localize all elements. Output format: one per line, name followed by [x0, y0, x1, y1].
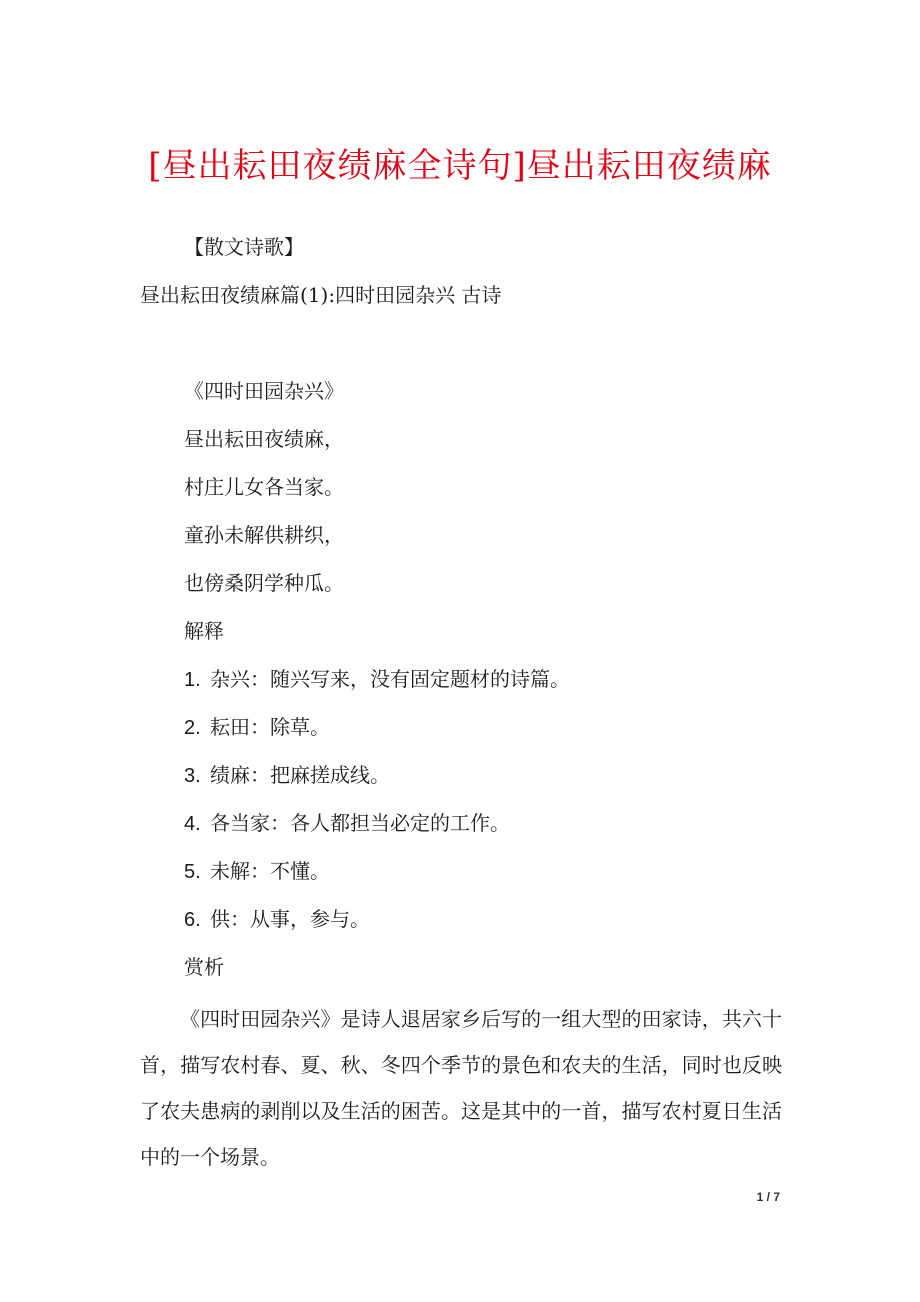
- note-item: [184, 761, 390, 790]
- note-number: 6.: [184, 909, 201, 931]
- note-text: 未解：不懂。: [210, 859, 330, 883]
- note-number: 5.: [184, 861, 201, 883]
- note-text: 各当家：各人都担当必定的工作。: [210, 811, 510, 835]
- appreciation-paragraph: 《四时田园杂兴》是诗人退居家乡后写的一组大型的田家诗，共六十首，描写农村春、夏、秋、冬四个季节的景色和农夫的生活，同时也反映了农夫患病的剥削以及生活的困苦。这是其中的一首，描写农村夏日生活中的一个场景。: [140, 1007, 782, 1169]
- note-text: 耘田：除草。: [210, 715, 330, 739]
- note-item: [184, 905, 370, 934]
- poem-line: 童孙未解供耕织，: [184, 523, 344, 547]
- poem-title: 《四时田园杂兴》: [184, 379, 344, 403]
- note-number: 2.: [184, 717, 201, 739]
- note-number: 3.: [184, 765, 201, 787]
- page-indicator: 1 / 7: [756, 1190, 780, 1204]
- poem-line: 也傍桑阴学种瓜。: [184, 571, 344, 595]
- note-item: [184, 809, 510, 838]
- appreciation-heading: 赏析: [184, 955, 224, 979]
- category-label: 【散文诗歌】: [184, 235, 304, 259]
- note-text: 杂兴：随兴写来，没有固定题材的诗篇。: [210, 667, 570, 691]
- poem-line: 村庄儿女各当家。: [184, 475, 344, 499]
- poem-line: 昼出耘田夜绩麻，: [184, 427, 344, 451]
- note-number: 1.: [184, 669, 201, 691]
- section-subtitle: 昼出耘田夜绩麻篇(1):四时田园杂兴 古诗: [140, 283, 502, 307]
- document-title: [昼出耘田夜绩麻全诗句]昼出耘田夜绩麻: [148, 146, 772, 186]
- note-number: 4.: [184, 813, 201, 835]
- note-text: 绩麻：把麻搓成线。: [210, 763, 390, 787]
- note-item: [184, 665, 570, 694]
- explanation-heading: 解释: [184, 619, 224, 643]
- note-item: [184, 713, 330, 742]
- note-item: [184, 857, 330, 886]
- note-text: 供：从事，参与。: [210, 907, 370, 931]
